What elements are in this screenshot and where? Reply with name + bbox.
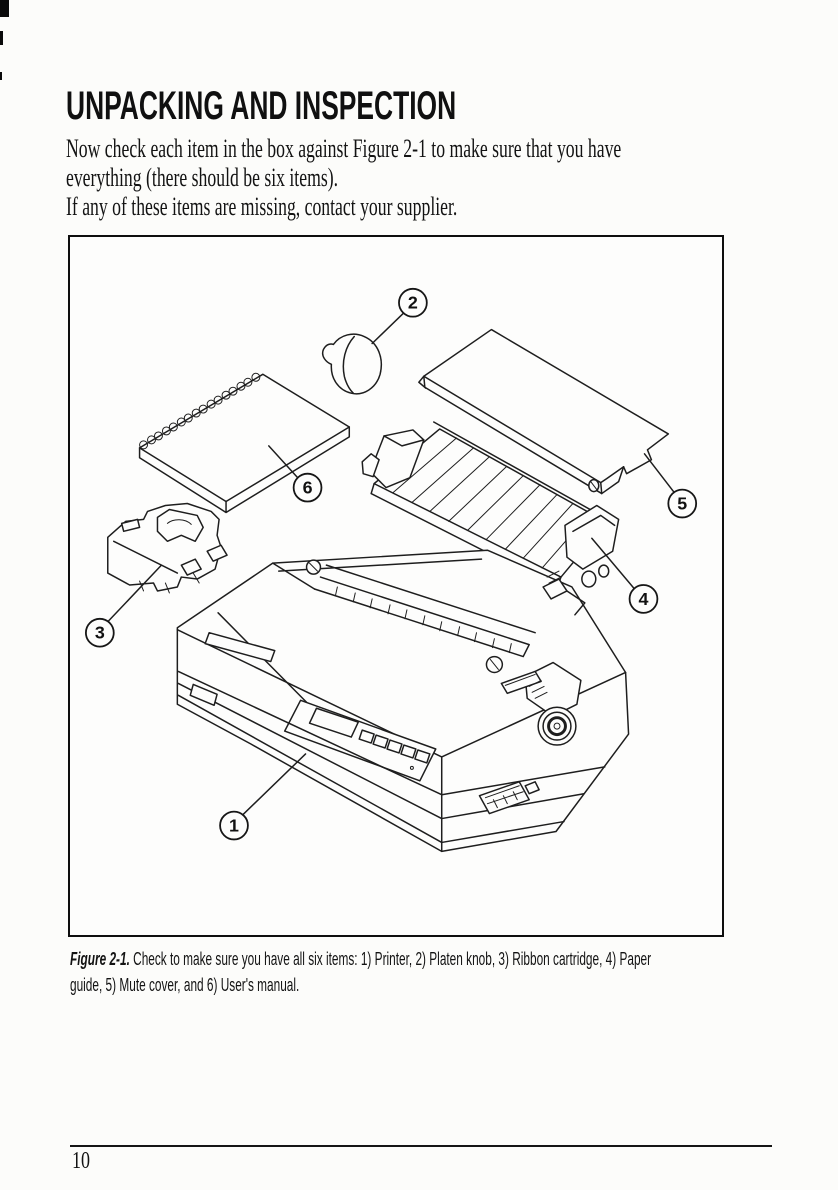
part-ribbon-cartridge [108, 504, 227, 593]
intro-line-2: everything (there should be six items). [66, 163, 339, 192]
callout-5-number: 5 [677, 493, 688, 514]
callout-1-number: 1 [229, 815, 239, 836]
scan-artifact [0, 0, 9, 17]
caption-figure-label: Figure 2-1. [70, 948, 130, 969]
scan-artifact [0, 31, 3, 45]
callout-6-number: 6 [302, 477, 313, 498]
footer-rule [70, 1145, 772, 1147]
callout-2-platen-knob [372, 289, 427, 344]
callout-1-printer [220, 754, 305, 839]
caption-line-1 [70, 946, 729, 972]
callout-4-number: 4 [638, 588, 649, 609]
figure-caption [70, 946, 729, 998]
caption-line-2: guide, 5) Mute cover, and 6) User's manual. [70, 974, 300, 995]
intro-line-3: If any of these items are missing, contact your supplier. [66, 192, 458, 221]
figure-frame [68, 235, 724, 937]
caption-line-1-text: Check to make sure you have all six items: 1) Printer, 2) Platen knob, 3) Ribbon cartridge, 4) Paper [129, 948, 652, 969]
scan-artifact [0, 72, 2, 80]
intro-paragraph [66, 134, 732, 221]
callout-2-number: 2 [407, 292, 418, 313]
intro-line-1: Now check each item in the box against Figure 2-1 to make sure that you have [66, 134, 622, 163]
callout-5-mute-cover [644, 454, 696, 518]
page-title: UNPACKING AND INSPECTION [66, 84, 457, 128]
figure-illustration [70, 237, 722, 935]
page-number: 10 [72, 1148, 90, 1174]
part-printer [177, 550, 628, 851]
callout-3-number: 3 [94, 622, 105, 643]
